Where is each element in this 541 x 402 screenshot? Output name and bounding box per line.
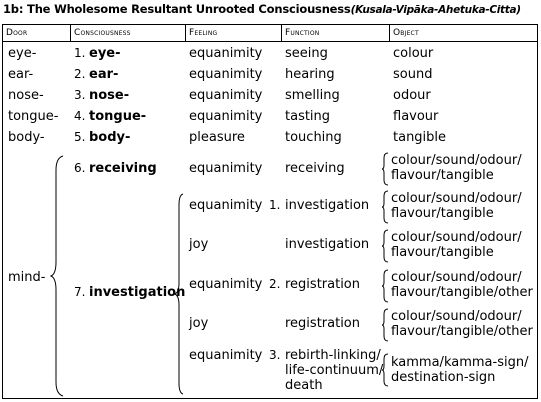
feeling-cell: equanimity: [189, 67, 263, 82]
object-line: colour/sound/odour/: [391, 309, 522, 324]
object-brace: [381, 190, 389, 224]
header-consciousness: Consciousness: [74, 28, 131, 38]
feeling-cell: equanimity: [189, 277, 263, 292]
row-number: 3.: [74, 88, 86, 102]
function-number: 2.: [269, 277, 281, 291]
function-cell: smelling: [285, 88, 340, 103]
object-line: destination-sign: [391, 370, 496, 385]
door-cell: body-: [8, 130, 45, 145]
function-cell: receiving: [285, 161, 345, 176]
object-cell: sound: [393, 67, 433, 82]
row-number: 5.: [74, 130, 86, 144]
page-title: [3, 2, 521, 16]
object-line: flavour/tangible: [391, 168, 494, 183]
feeling-cell: joy: [189, 237, 209, 252]
header-door: Door: [6, 28, 28, 38]
object-line: colour/sound/odour/: [391, 153, 522, 168]
header-divider: [389, 24, 390, 42]
function-cell: tasting: [285, 109, 331, 124]
object-cell: tangible: [393, 130, 447, 145]
feeling-cell: equanimity: [189, 46, 263, 61]
object-cell: colour: [393, 46, 434, 61]
header-function: Function: [285, 28, 320, 38]
consciousness-cell: tongue-: [89, 109, 147, 124]
object-line: colour/sound/odour/: [391, 191, 522, 206]
consciousness-cell: receiving: [89, 161, 157, 176]
title-prefix: 1b:: [3, 2, 28, 16]
object-line: flavour/tangible/other: [391, 285, 533, 300]
object-brace: [381, 229, 389, 263]
door-cell: ear-: [8, 67, 34, 82]
header-divider: [185, 24, 186, 42]
feeling-cell: equanimity: [189, 88, 263, 103]
function-cell: investigation: [285, 237, 370, 252]
feeling-cell: pleasure: [189, 130, 245, 145]
feeling-cell: equanimity: [189, 198, 263, 213]
row-number: 2.: [74, 67, 86, 81]
object-line: colour/sound/odour/: [391, 270, 522, 285]
function-cell: registration: [285, 277, 361, 292]
header-divider: [281, 24, 282, 42]
row-number: 7.: [74, 285, 86, 299]
object-line: flavour/tangible: [391, 245, 494, 260]
object-cell: odour: [393, 88, 431, 103]
consciousness-cell: eye-: [89, 46, 121, 61]
object-cell: flavour: [393, 109, 439, 124]
function-line: life-continuum/: [285, 363, 384, 378]
feeling-cell: equanimity: [189, 161, 263, 176]
title-pali: (Kusala-Vipāka-Ahetuka-Citta): [350, 4, 521, 16]
consciousness-cell: nose-: [89, 88, 130, 103]
title-main: The Wholesome Resultant Unrooted Consciousness: [27, 2, 351, 16]
header-rule: [2, 41, 538, 42]
mind-brace: [50, 154, 66, 398]
feeling-cell: equanimity: [189, 109, 263, 124]
row-number: 4.: [74, 109, 86, 123]
function-cell: touching: [285, 130, 342, 145]
function-cell: seeing: [285, 46, 328, 61]
header-object: Object: [393, 28, 419, 38]
function-cell: registration: [285, 316, 361, 331]
door-cell-mind: mind-: [8, 270, 46, 285]
door-cell: eye-: [8, 46, 37, 61]
door-cell: nose-: [8, 88, 44, 103]
door-cell: tongue-: [8, 109, 59, 124]
object-line: flavour/tangible: [391, 206, 494, 221]
function-number: 1.: [269, 198, 281, 212]
function-cell: investigation: [285, 198, 370, 213]
object-line: flavour/tangible/other: [391, 324, 533, 339]
object-line: colour/sound/odour/: [391, 230, 522, 245]
header-divider: [70, 24, 71, 42]
object-brace: [381, 152, 389, 186]
consciousness-cell: body-: [89, 130, 131, 145]
object-line: kamma/kamma-sign/: [391, 355, 529, 370]
object-brace: [381, 308, 389, 342]
header-feeling: Feeling: [189, 28, 218, 38]
row-number: 1.: [74, 46, 86, 60]
row-number: 6.: [74, 161, 86, 175]
function-line: death: [285, 378, 323, 393]
function-cell: hearing: [285, 67, 335, 82]
feeling-cell: equanimity: [189, 348, 263, 363]
object-brace: [381, 269, 389, 303]
object-brace: [381, 353, 389, 387]
feeling-cell: joy: [189, 316, 209, 331]
function-number: 3.: [269, 348, 281, 362]
function-line: rebirth-linking/: [285, 348, 381, 363]
consciousness-cell: ear-: [89, 67, 119, 82]
consciousness-cell-investigation: investigation: [89, 285, 186, 300]
investigation-brace: [174, 193, 184, 395]
